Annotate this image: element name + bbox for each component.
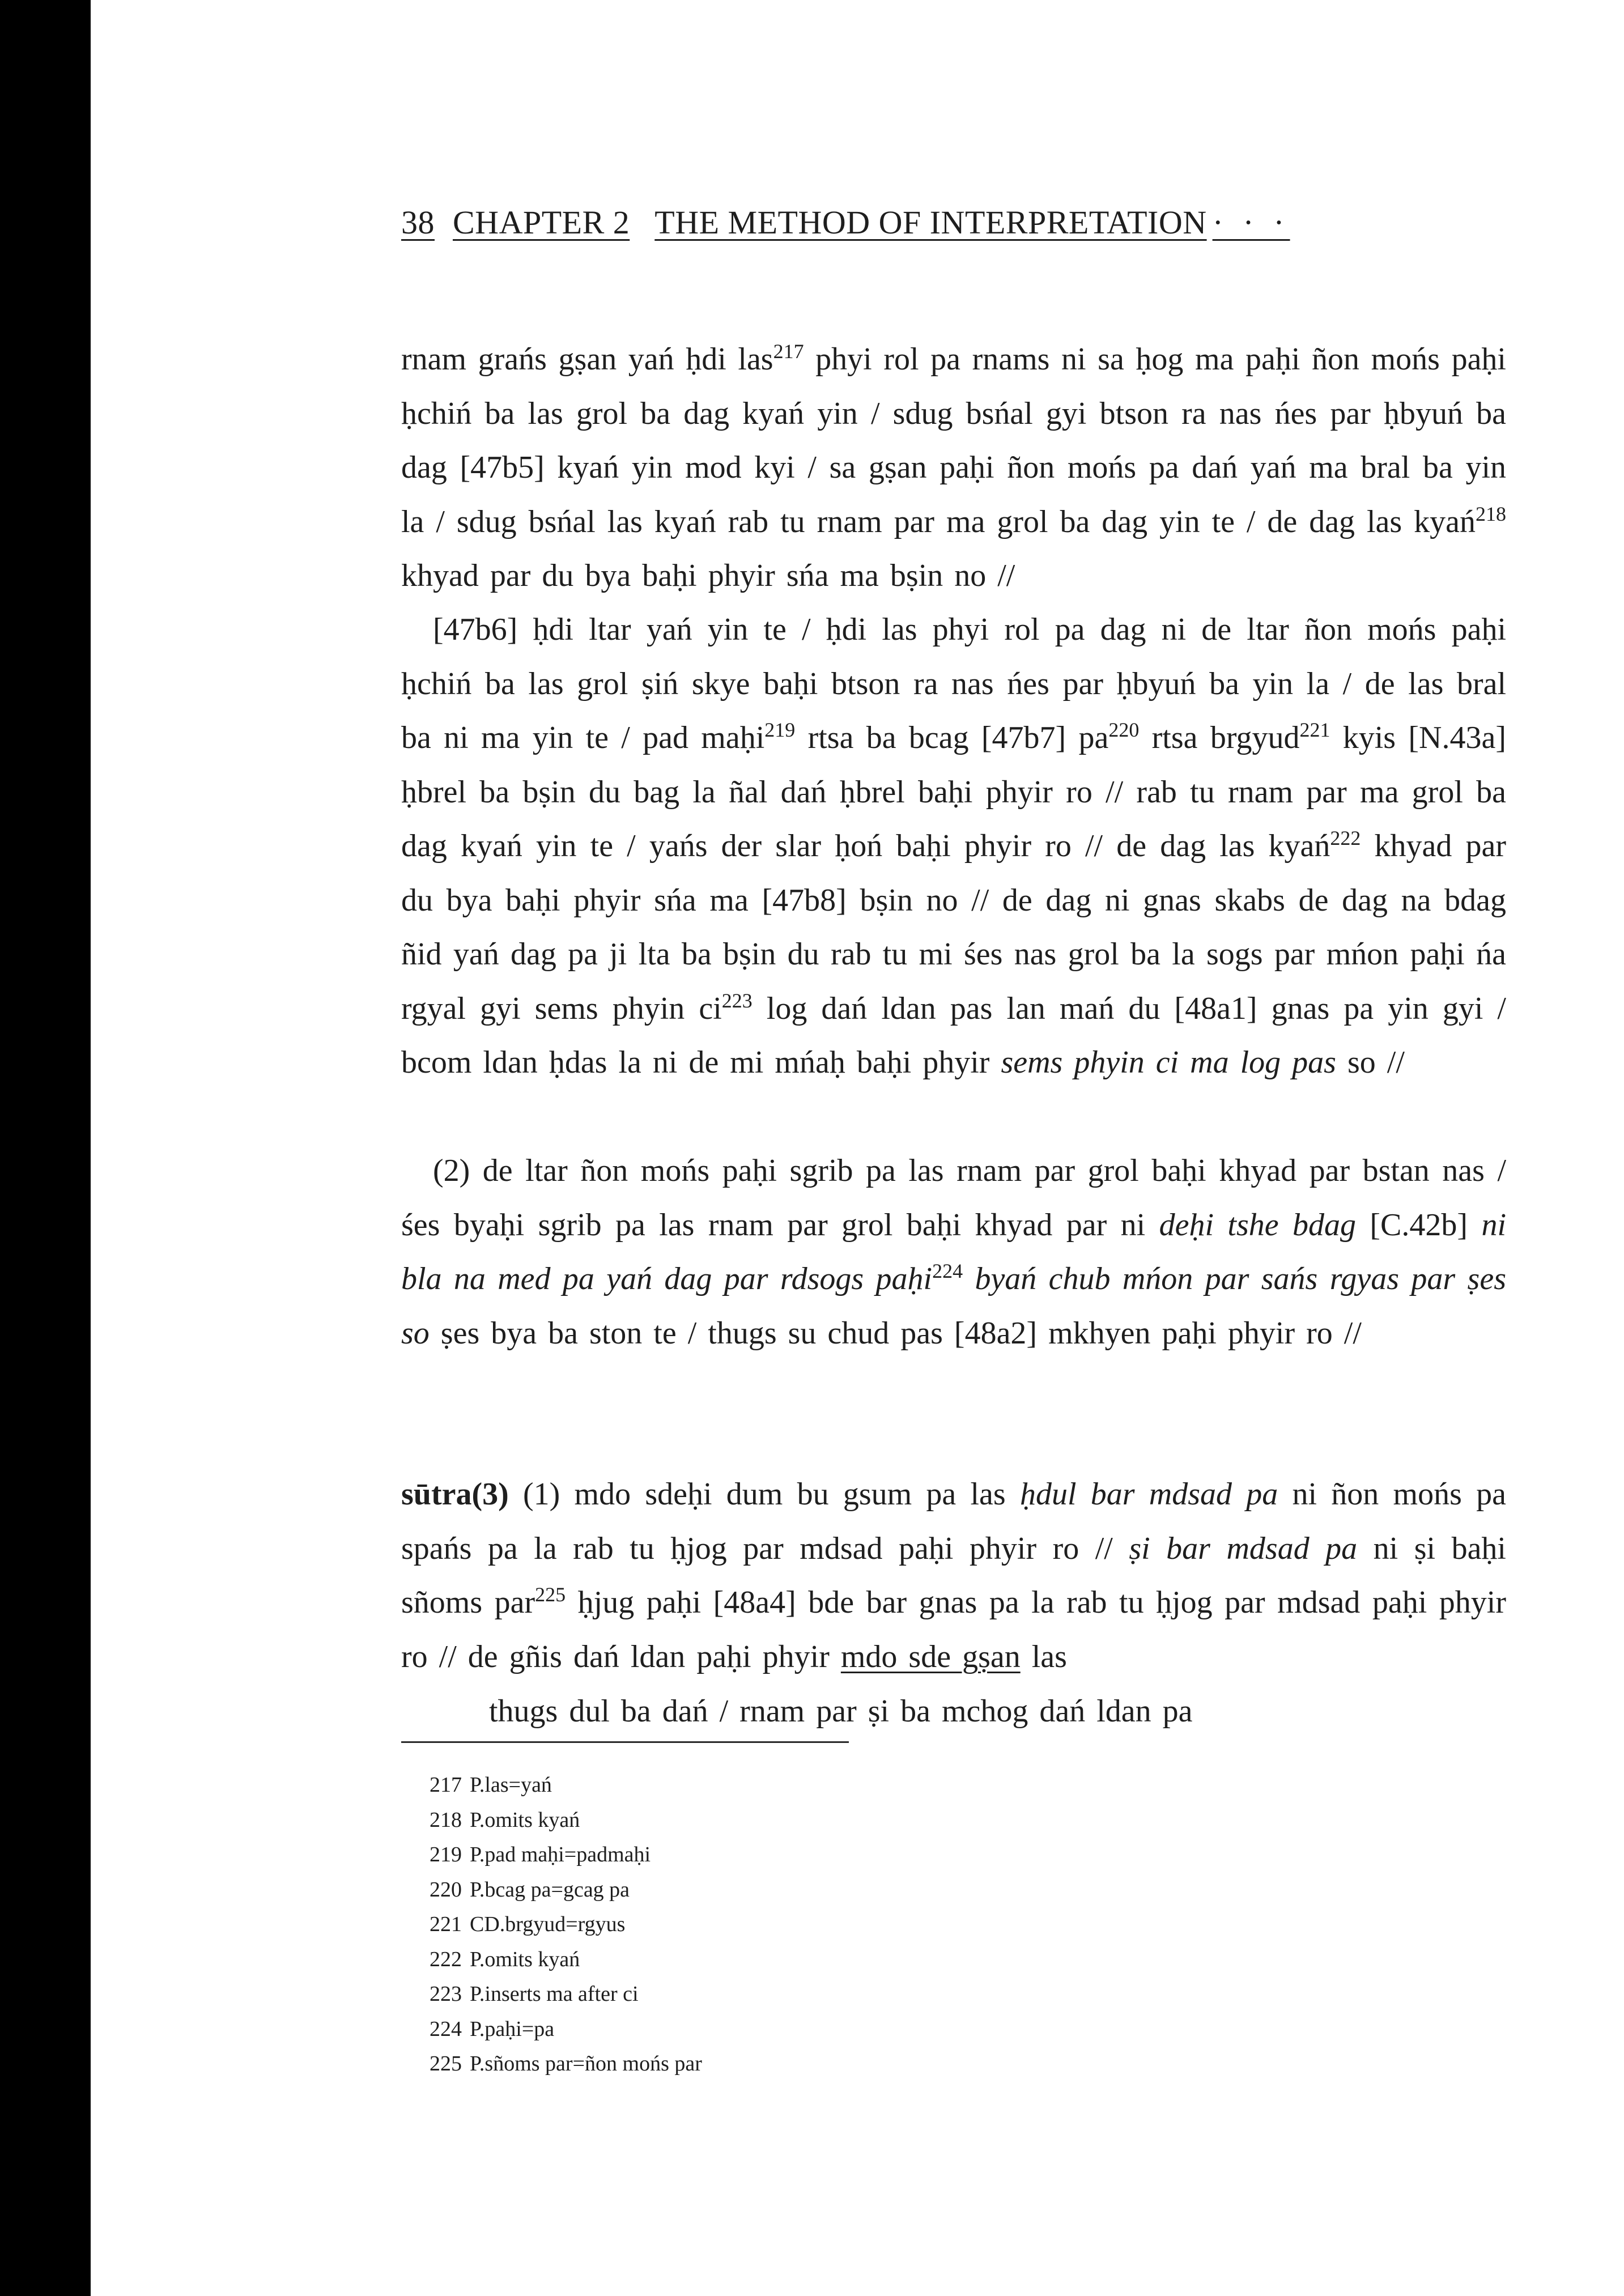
text-run: ḥjug paḥi [48a4] bde bar gnas pa la rab tu ḥjog par mdsad paḥi phyir ro // de gñis dań ldan paḥi phyir — [401, 1585, 1506, 1674]
footnote-item — [430, 1803, 702, 1838]
text-run: (1) mdo sdeḥi dum bu gsum pa las — [508, 1477, 1020, 1512]
footnote-ref[interactable]: 219 — [764, 718, 796, 741]
binding-shadow — [0, 0, 91, 2296]
footnote-number: 219 — [430, 1843, 462, 1866]
text-run: khyad par du bya baḥi phyir sńa ma [47b8] bṣin no // de dag ni gnas skabs de dag na bdag ñid yań dag pa ji lta ba bṣin du rab tu mi śes nas grol ba la sogs par mńon paḥi ńa rgyal gyi sems phyin ci — [401, 828, 1506, 1026]
text-run: ṣes bya ba ston te / thugs su chud pas [48a2] mkhyen paḥi phyir ro // — [429, 1315, 1362, 1351]
footnote-ref[interactable]: 225 — [535, 1583, 566, 1606]
italic-quote: sems phyin ci ma log pas — [1001, 1045, 1336, 1080]
footnote-text: P.inserts ma after ci — [470, 1982, 639, 2006]
footnote-item — [430, 1838, 702, 1873]
text-run: (2) de ltar ñon mońs paḥi sgrib pa las rnam par grol baḥi khyad par bstan nas / śes byaḥi sgrib pa las rnam par grol baḥi khyad par ni — [401, 1153, 1506, 1243]
italic-quote: ni bla na med pa yań dag par rdsogs paḥi — [401, 1207, 1506, 1296]
footnote-ref[interactable]: 218 — [1476, 502, 1506, 525]
footnote-number: 224 — [430, 2017, 462, 2041]
footnote-text: P.paḥi=pa — [470, 2017, 555, 2041]
footnote-ref[interactable]: 221 — [1299, 718, 1330, 741]
italic-quote: deḥi tshe bdag — [1159, 1207, 1357, 1243]
footnote-text: CD.brgyud=rgyus — [470, 1912, 626, 1936]
footnote-text: P.bcag pa=gcag pa — [470, 1877, 630, 1902]
text-run: rnam grańs gṣan yań ḥdi las — [401, 342, 773, 377]
footnote-item — [430, 1873, 702, 1908]
footnote-item — [430, 2047, 702, 2082]
footnote-number: 221 — [430, 1912, 462, 1936]
footnote-item — [430, 1907, 702, 1942]
verse-line: thugs dul ba dań / rnam par ṣi ba mchog dań ldan pa — [489, 1694, 1193, 1729]
italic-quote: ṣi bar mdsad pa — [1129, 1530, 1358, 1566]
footnote-ref[interactable]: 217 — [773, 340, 804, 363]
footnote-number: 222 — [430, 1947, 462, 1971]
italic-quote: byań chub mńon par sańs rgyas par ṣes so — [401, 1261, 1506, 1351]
footnote-text: P.sñoms par=ñon mońs par — [470, 2052, 702, 2076]
paragraph-4 — [401, 1468, 1506, 1684]
footnote-number: 217 — [430, 1773, 462, 1797]
footnote-item — [430, 1768, 702, 1803]
chapter-label: CHAPTER 2 — [453, 204, 630, 241]
text-run: [C.42b] — [1356, 1207, 1482, 1243]
footnote-text: P.las=yań — [470, 1773, 552, 1797]
footnote-number: 223 — [430, 1982, 462, 2006]
text-run: ni ṣi baḥi sñoms par — [401, 1530, 1506, 1620]
paragraph-3 — [401, 1144, 1506, 1360]
footnote-ref[interactable]: 220 — [1108, 718, 1140, 741]
italic-quote: ḥdul bar mdsad pa — [1019, 1477, 1278, 1512]
text-run: phyi rol pa rnams ni sa ḥog ma paḥi ñon mońs paḥi ḥchiń ba las grol ba dag kyań yin / sdug bsńal gyi btson ra nas ńes par ḥbyuń ba dag [47b5] kyań yin mod kyi / sa gṣan paḥi ñon mońs pa dań yań ma bral ba yin la / sdug bsńal las kyań rab tu rnam par ma grol ba dag yin te / de dag las kyań — [401, 342, 1506, 539]
paragraph-1 — [401, 333, 1506, 603]
footnote-text: P.omits kyań — [470, 1947, 580, 1971]
text-run: [47b6] ḥdi ltar yań yin te / ḥdi las phyi rol pa dag ni de ltar ñon mońs paḥi ḥchiń ba las grol ṣiń skye baḥi btson ra nas ńes par ḥbyuń ba yin la / de las bral ba ni ma yin te / pad maḥi — [401, 612, 1506, 755]
text-run: las — [1020, 1639, 1067, 1674]
footnote-text: P.omits kyań — [470, 1808, 580, 1832]
sutra-label: sūtra(3) — [401, 1477, 509, 1512]
footnote-list — [430, 1768, 702, 2082]
text-run: khyad par du bya baḥi phyir sńa ma bṣin no // — [401, 558, 1015, 593]
footnote-ref[interactable]: 222 — [1330, 827, 1361, 849]
text-run: kyis [N.43a] ḥbrel ba bṣin du bag la ñal dań ḥbrel baḥi phyir ro // rab tu rnam par ma grol ba dag kyań yin te / yańs der slar ḥoń baḥi phyir ro // de dag las kyań — [401, 720, 1506, 864]
footnote-item — [430, 1977, 702, 2012]
footnote-number: 220 — [430, 1877, 462, 1902]
paragraph-2 — [401, 603, 1506, 1090]
page-number: 38 — [401, 204, 435, 241]
footnote-ref[interactable]: 223 — [721, 989, 753, 1012]
footnote-number: 218 — [430, 1808, 462, 1832]
chapter-title: THE METHOD OF INTERPRETATION — [654, 204, 1207, 241]
footnote-divider — [401, 1741, 849, 1743]
text-run: log dań ldan pas lan mań du [48a1] gnas pa yin gyi / bcom ldan ḥdas la ni de mi mńaḥ baḥi phyir — [401, 990, 1506, 1080]
footnote-number: 225 — [430, 2052, 462, 2076]
footnote-ref[interactable]: 224 — [932, 1260, 963, 1282]
header-dots: · · · — [1212, 204, 1290, 241]
footnote-text: P.pad maḥi=padmaḥi — [470, 1843, 651, 1866]
footnote-item — [430, 2012, 702, 2047]
text-run: so // — [1336, 1045, 1405, 1080]
text-run: ni ñon mońs pa spańs pa la rab tu ḥjog par mdsad paḥi phyir ro // — [401, 1477, 1506, 1566]
underlined-title: mdo sde gṣan — [840, 1639, 1021, 1674]
running-head — [401, 203, 1290, 243]
text-run: rtsa ba bcag [47b7] pa — [795, 720, 1109, 755]
text-run: rtsa brgyud — [1139, 720, 1300, 755]
footnote-item — [430, 1942, 702, 1978]
